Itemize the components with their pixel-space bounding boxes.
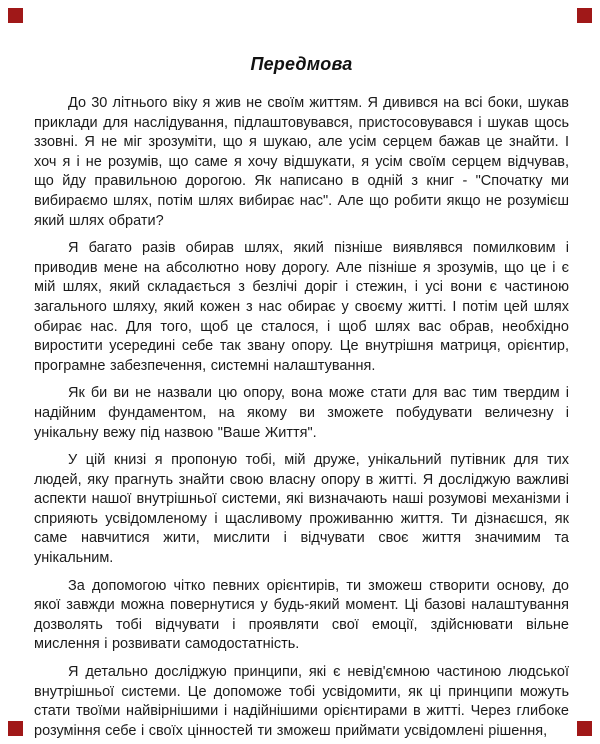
page-title: Передмова — [250, 54, 353, 74]
corner-marker-top-left — [8, 8, 23, 23]
corner-marker-bottom-right — [577, 721, 592, 736]
paragraph-6: Я детально досліджую принципи, які є невід'ємною частиною людської внутрішньої системи. Це допоможе тобі усвідомити, як ці принципи можуть стати твоїми найвірнішими і надійнішими орієнтирами в житті. Через глибоке розуміння себе і своїх цінностей ти зможеш приймати усвідомлені рішення, — [34, 664, 569, 739]
corner-marker-bottom-left — [8, 721, 23, 736]
paragraph-4: У цій книзі я пропоную тобі, мій друже, унікальний путівник для тих людей, яку прагнуть знайти свою власну опору в житті. Я досліджую важливі аспекти нашої внутрішньої системи, які визначають наші розумові механізми і сприяють усвідомленому і щасливому проживанню життя. Ти дізнаєшся, як саме навчитися жити, мислити і відчувати своє життя значимим та унікальним. — [34, 452, 569, 567]
paragraph-1: До 30 літнього віку я жив не своїм життям. Я дивився на всі боки, шукав приклади для наслідування, підлаштовувався, пристосовувався і шукав щось ззовні. Я не міг зрозуміти, що я шукаю, але усім серцем бажав це знайти. І хоч я і не розумів, що саме я хочу відшукати, я усім своїм серцем відчував, що йду правильною дорогою. Як написано в одній з книг - "Спочатку ми вибираємо шлях, потім шлях вибирає нас". Але що робити якщо не розумієш який шлях обрати? — [34, 95, 569, 229]
paragraph-2: Я багато разів обирав шлях, який пізніше виявлявся помилковим і приводив мене на абсолютно нову дорогу. Але пізніше я зрозумів, що це і є мій шлях, який складається з безлічі доріг і стежин, і усі вони є частиною загального шляху, який кожен з нас обирає у своєму житті. І потім цей шлях обирає нас. Для того, щоб це сталося, і щоб шлях вас обрав, необхідно виростити усередині себе так звану опору. Це внутрішня матриця, орієнтир, програмне забезпечення, системні налаштування. — [34, 240, 569, 374]
corner-marker-top-right — [577, 8, 592, 23]
paragraph-3: Як би ви не назвали цю опору, вона може стати для вас тим твердим і надійним фундаментом, на якому ви зможете побудувати величезну і унікальну вежу під назвою "Ваше Життя". — [34, 385, 569, 441]
paragraph-5: За допомогою чітко певних орієнтирів, ти зможеш створити основу, до якої завжди можна повернутися у будь-який момент. Ці базові налаштування дозволять тобі відчувати і проявляти свої емоції, здійснювати вільне мислення і розвивати самодостатність. — [34, 577, 569, 653]
